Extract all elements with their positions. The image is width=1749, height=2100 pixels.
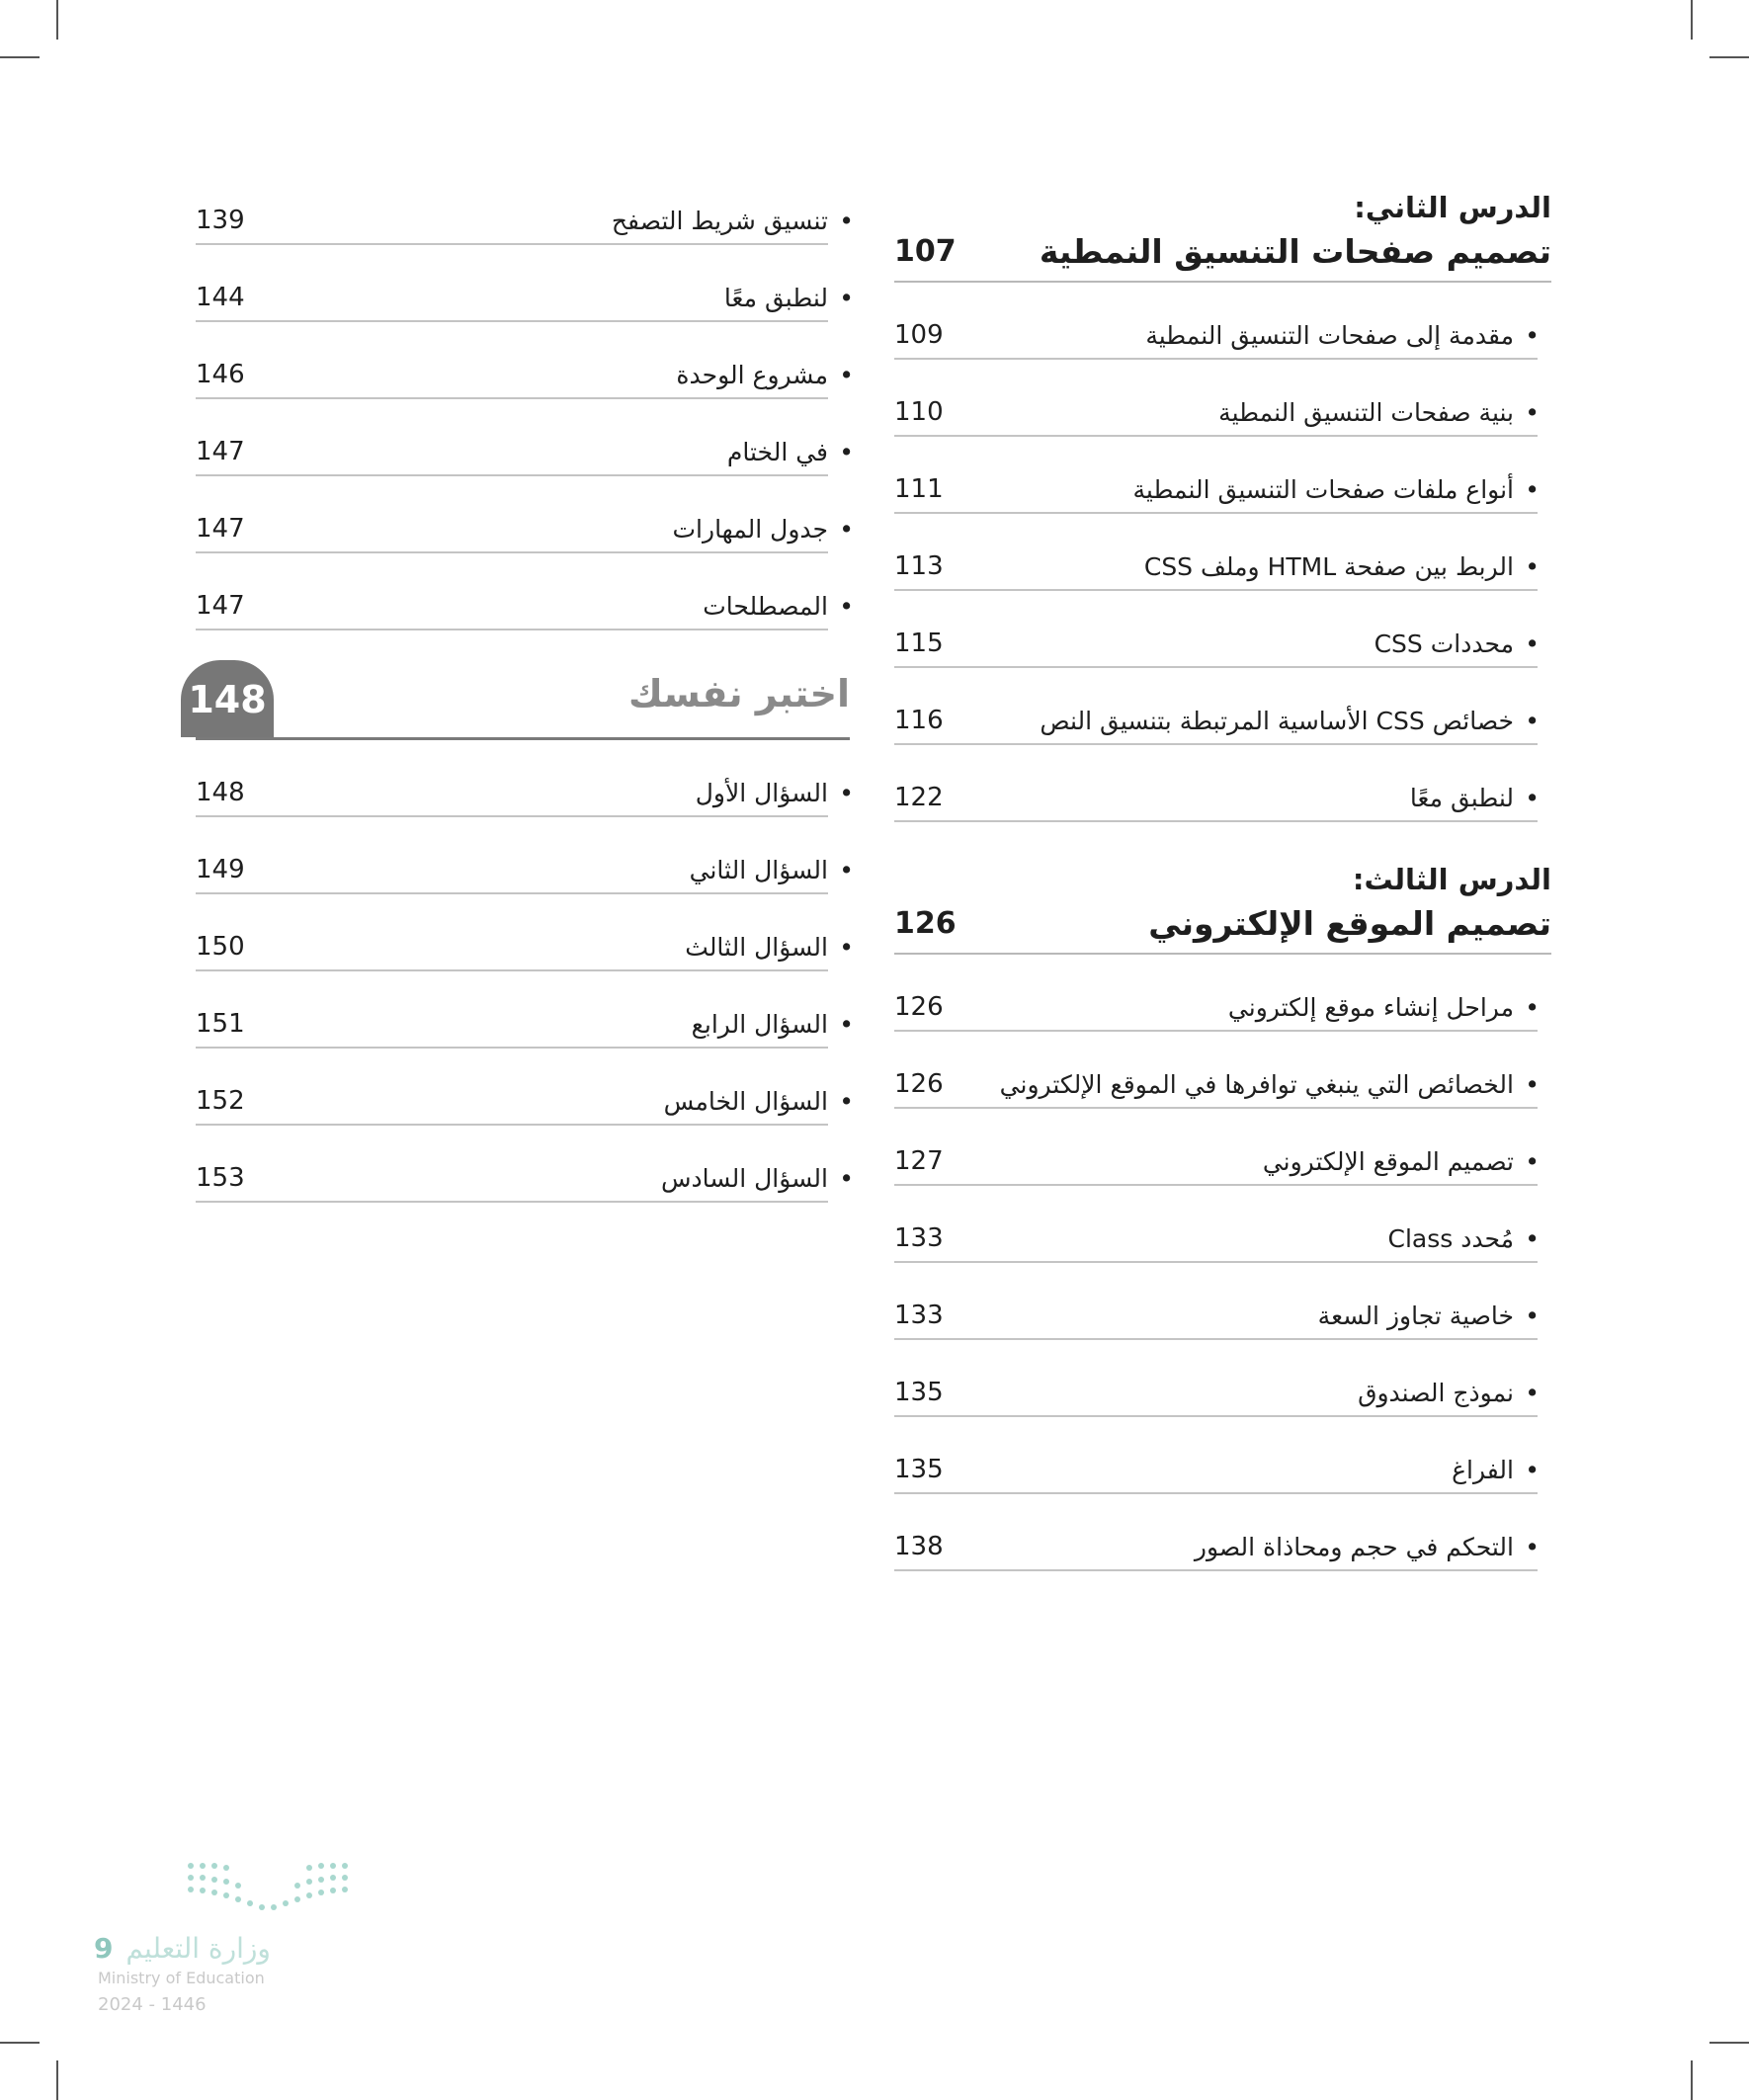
ministry-name-ar [94, 1932, 272, 1965]
entry-page: 133 [894, 1301, 944, 1330]
entry-page: 153 [196, 1163, 245, 1193]
toc-entry[interactable] [894, 1494, 1551, 1571]
toc-entry[interactable] [196, 817, 850, 894]
entry-title: • تصميم الموقع الإلكتروني [1263, 1147, 1514, 1176]
entry-page: 116 [894, 706, 944, 735]
toc-entry[interactable] [894, 1340, 1551, 1417]
entry-page: 115 [894, 629, 944, 658]
toc-entry[interactable] [196, 399, 850, 476]
crop-mark [56, 2060, 58, 2100]
entry-title: • الفراغ [1452, 1456, 1514, 1484]
entry-page: 149 [196, 855, 245, 884]
entry-title: • السؤال الثالث [685, 933, 828, 962]
entry-title: • السؤال السادس [661, 1164, 828, 1193]
crop-mark [0, 56, 40, 58]
page-number: 9 [94, 1932, 114, 1965]
entry-rule [894, 1569, 1538, 1571]
ministry-name-en: Ministry of Education [98, 1969, 265, 1987]
toc-entry[interactable] [894, 360, 1551, 437]
ministry-logo-dots-icon [181, 1858, 359, 1917]
toc-entry[interactable] [894, 283, 1551, 360]
entry-title: • لنطبق معًا [724, 284, 828, 312]
entry-title: • الربط بين صفحة HTML وملف CSS [1144, 552, 1514, 581]
lesson-heading[interactable] [894, 227, 1551, 283]
toc-entry[interactable] [196, 1126, 850, 1203]
toc-entry[interactable] [196, 168, 850, 245]
entry-title: • السؤال الثاني [690, 856, 828, 884]
lesson-heading[interactable] [894, 899, 1551, 955]
entry-title: • بنية صفحات التنسيق النمطية [1218, 398, 1514, 427]
crop-mark [1709, 2042, 1749, 2044]
entry-page: 150 [196, 932, 245, 962]
lesson-page-number: 107 [894, 234, 957, 269]
toc-entry[interactable] [894, 668, 1551, 745]
entry-page: 135 [894, 1455, 944, 1484]
toc-entry[interactable] [894, 1032, 1551, 1109]
entry-title: • مشروع الوحدة [676, 361, 828, 389]
toc-entry[interactable] [894, 1263, 1551, 1340]
entry-page: 113 [894, 551, 944, 581]
entry-page: 126 [894, 1069, 944, 1099]
lesson-label: الدرس الثالث: [1352, 863, 1551, 896]
entry-title: • السؤال الرابع [692, 1010, 828, 1039]
entry-title: • السؤال الأول [696, 779, 828, 807]
entry-title: • الخصائص التي ينبغي توافرها في الموقع الإلكتروني [1000, 1070, 1514, 1099]
entry-page: 135 [894, 1378, 944, 1407]
toc-entry[interactable] [196, 740, 850, 817]
entry-rule [196, 629, 828, 630]
toc-entry[interactable] [196, 894, 850, 971]
toc-entry[interactable] [894, 1186, 1551, 1263]
entry-page: 109 [894, 320, 944, 350]
toc-entry[interactable] [894, 1109, 1551, 1186]
test-yourself-page-badge: 148 [181, 660, 274, 737]
crop-mark [1691, 0, 1693, 40]
entry-title: • مراحل إنشاء موقع إلكتروني [1228, 993, 1514, 1022]
crop-mark [56, 0, 58, 40]
entry-title: • جدول المهارات [673, 515, 828, 544]
entry-page: 122 [894, 783, 944, 812]
entry-title: • تنسيق شريط التصفح [612, 207, 828, 235]
entry-title: • في الختام [727, 438, 828, 466]
entry-title: • نموذج الصندوق [1358, 1379, 1514, 1407]
entry-title: • التحكم في حجم ومحاذاة الصور [1195, 1533, 1514, 1561]
entry-title: • خاصية تجاوز السعة [1318, 1302, 1514, 1330]
toc-entry[interactable] [894, 514, 1551, 591]
toc-entry[interactable] [894, 1417, 1551, 1494]
entry-page: 146 [196, 360, 245, 389]
edition-year: 2024 - 1446 [98, 1994, 207, 2015]
toc-entry[interactable] [196, 245, 850, 322]
entry-page: 133 [894, 1223, 944, 1253]
entry-rule [196, 1201, 828, 1203]
entry-rule [894, 820, 1538, 822]
toc-entry[interactable] [196, 1049, 850, 1126]
toc-entry[interactable] [196, 322, 850, 399]
entry-page: 147 [196, 514, 245, 544]
entry-title: • مقدمة إلى صفحات التنسيق النمطية [1145, 321, 1514, 350]
entry-page: 139 [196, 206, 245, 235]
toc-entry[interactable] [196, 971, 850, 1049]
entry-page: 152 [196, 1086, 245, 1116]
toc-entry[interactable] [894, 591, 1551, 668]
toc-entry[interactable] [894, 955, 1551, 1032]
lesson-title: تصميم الموقع الإلكتروني [1148, 904, 1551, 943]
lesson-page-number: 126 [894, 906, 957, 941]
test-yourself-title: اختبر نفسك [628, 672, 850, 715]
entry-page: 148 [196, 778, 245, 807]
lesson-entries [894, 283, 1551, 822]
toc-right-column [894, 188, 1551, 1571]
crop-mark [1691, 2060, 1693, 2100]
entry-title: • لنطبق معًا [1410, 784, 1514, 812]
unit-entries [196, 168, 850, 630]
crop-mark [0, 2042, 40, 2044]
entry-page: 138 [894, 1532, 944, 1561]
toc-left-column [188, 168, 850, 1203]
entry-title: • المصطلحات [703, 592, 828, 621]
test-entries [196, 740, 850, 1203]
lesson-title: تصميم صفحات التنسيق النمطية [1039, 232, 1551, 271]
toc-entry[interactable] [196, 553, 850, 630]
lesson-2 [894, 188, 1551, 822]
lesson-entries [894, 955, 1551, 1571]
entry-page: 127 [894, 1146, 944, 1176]
toc-entry[interactable] [196, 476, 850, 553]
entry-page: 144 [196, 283, 245, 312]
crop-mark [1709, 56, 1749, 58]
entry-title: • خصائص CSS الأساسية المرتبطة بتنسيق النص [1040, 707, 1514, 735]
ministry-name-ar-text: وزارة التعليم [125, 1932, 271, 1965]
entry-title: • السؤال الخامس [664, 1087, 828, 1116]
entry-page: 147 [196, 437, 245, 466]
entry-title: • محددات CSS [1374, 630, 1514, 658]
test-yourself-heading[interactable] [188, 660, 850, 740]
ministry-logo [94, 1858, 371, 2016]
lesson-label: الدرس الثاني: [1354, 191, 1551, 224]
entry-page: 111 [894, 474, 944, 504]
lesson-3 [894, 860, 1551, 1571]
toc-entry[interactable] [894, 745, 1551, 822]
entry-title: • مُحدد Class [1387, 1224, 1514, 1253]
entry-page: 126 [894, 992, 944, 1022]
toc-entry[interactable] [894, 437, 1551, 514]
entry-page: 147 [196, 591, 245, 621]
entry-page: 110 [894, 397, 944, 427]
entry-title: • أنواع ملفات صفحات التنسيق النمطية [1133, 475, 1514, 504]
entry-page: 151 [196, 1009, 245, 1039]
